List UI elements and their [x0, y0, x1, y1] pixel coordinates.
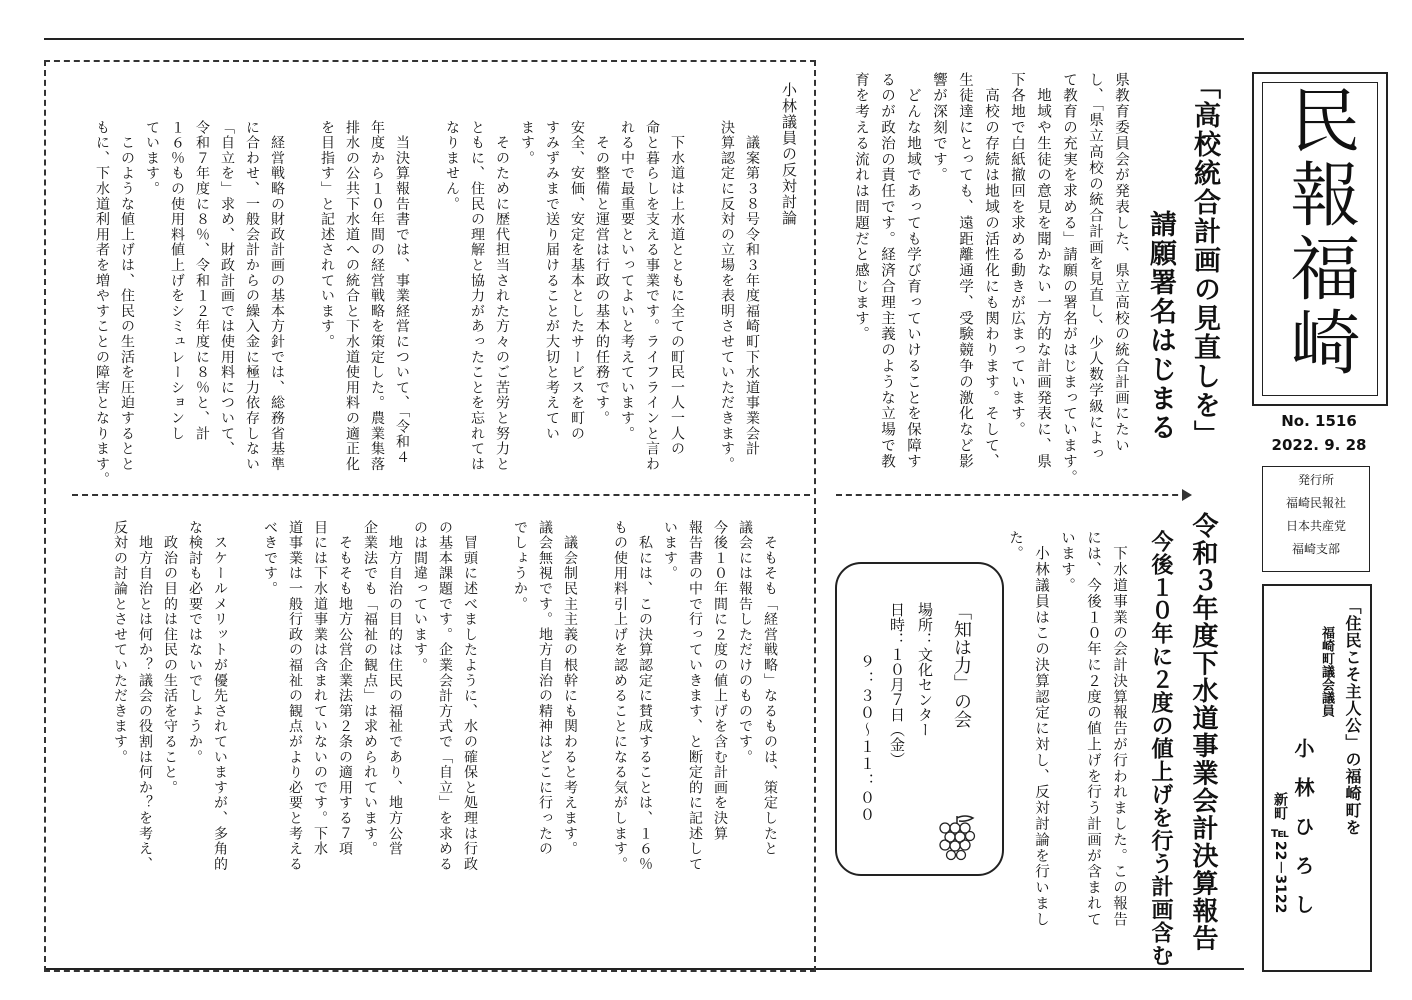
sewer-body: 下水道事業の会計決算報告が行われました。この報告 には、今後１０年に２度の値上げを行う計画が含まれて います。 小林議員はこの決算認定に対し、反対討論を行いまし た。: [1007, 530, 1127, 928]
opposition-upper-body: 議案第３８号令和３年度福崎町下水道事業会計 決算認定に反対の立場を表明させていただきます。 下水道は上水道とともに全ての町民一人一人の 命と暮らしを支える事業です。ライフラインと言わ れる中で最重要といってよいと考えています。 その整備と運営は行政の基本的任務です。 安全、安価、安定を基本としたサービスを町の すみずみまで送り届けることが大切と考えてい ます。 そのために歴代担当された方々のご苦労と努力と ともに、住民の理解と協力があったことを忘れては なりません。 当決算報告書では、事業経営について、「令和４ 年度から１０年間の経営戦略を策定した。農業集落 排水の公共下水道への統合と下水道使用料の適正化 を目指す」と記述されています。 経営戦略の財政計画の基本方針では、総務省基準 に合わせ、一般会計からの繰入金に極力依存しない 「自立を」求め、財政計画では使用料について、 令和７年度に８％、令和１２年度に８％と、計 １６％もの使用料値上げをシミュレーションし ています。 このような値上げは、住民の生活を圧迫するとと もに、下水道利用者を増やすことの障害となります。: [94, 120, 760, 488]
publisher-label: 発行所: [1297, 473, 1334, 487]
author-role: 福崎町議会議員: [1319, 626, 1334, 717]
opposition-lower-body: そもそも「経営戦略」なるものは、策定したと 議会には報告しただけのものです。 今後１０年間に２度の値上げを含む計画を決算 報告書の中で行っていきます、と断定的に記述して います。 私には、この決算認定に賛成することは、１６％ もの使用料引上げを認めることになる気がします。 議会制民主主義の根幹にも関わると考えます。 議会無視です。地方自治の精神はどこに行ったの でしょうか。 冒頭に述べましたように、水の確保と処理は行政 の基本課題です。企業会計方式で「自立」を求める のは間違っています。 地方自治の目的は住民の福祉であり、地方公営 企業法でも「福祉の観点」は求められています。 そもそも地方公営企業法第２条の適用する７項 目には下水道事業は含まれていないのです。下水 道事業は一般行政の福祉の観点がより必要と考える べきです。 スケールメリットが優先されていますが、多角的 な検討も必要ではないでしょうか。 政治の目的は住民の生活を守ること。 地方自治とは何か？議会の役割は何か？を考え、 反対の討論とさせていただきます。: [112, 520, 778, 872]
sewer-headline: 令和３年度下水道事業会計決算報告: [1188, 512, 1218, 952]
opposition-heading: 小林議員の反対討論: [780, 82, 798, 226]
party-name: 日本共産党: [1285, 519, 1346, 533]
sewer-subhead: 今後１０年に２度の値上げを行う計画含む: [1148, 530, 1173, 967]
event-name: 「知は力」の会: [951, 602, 972, 728]
event-datetime: 日時：１０月７日（金）: [888, 602, 906, 767]
petition-subhead: 請願署名はじまる: [1145, 210, 1176, 442]
event-time: ９：３０〜１１：００: [858, 654, 876, 824]
issue-number: No. 1516: [1281, 412, 1357, 430]
author-box: [1262, 584, 1372, 972]
opposition-box-divider: [72, 494, 810, 496]
author-name: 小 林 ひ ろ し: [1291, 738, 1315, 920]
publisher-name: 福崎民報社: [1285, 496, 1346, 510]
top-rule: [44, 38, 1244, 40]
event-box: [835, 562, 1004, 876]
author-slogan: 「住民こそ主人公」の福崎町を: [1343, 598, 1362, 836]
branch-name: 福崎支部: [1291, 542, 1340, 556]
issue-date: 2022. 9. 28: [1271, 436, 1367, 454]
author-contact: 新町 ℡22－3122: [1272, 792, 1288, 914]
petition-body: 県教育委員会が発表した、県立高校の統合計画にたい し、「県立高校の統合計画を見直し、少人数学級によっ て教育の充実を求める」請願の署名がはじまっています。 地域や生徒の意見を聞かない一方的な計画発表に、県 下各地で白紙撤回を求める動きが広まっています。 高校の存続は地域の活性化にも関わります。そして、 生徒達にとっても、遠距離通学、受験競争の激化など影 響が深刻です。 どんな地域であっても学び育っていけることを保障す るのが政治の責任です。経済合理主義のような立場で教 育を考える流れは問題だと感じます。: [853, 72, 1129, 486]
section-divider-arrow: [836, 494, 1188, 496]
newspaper-title: 民報福崎: [1279, 84, 1361, 380]
publisher-box: [1262, 466, 1370, 572]
masthead: [1252, 72, 1388, 406]
event-place: 場所：文化センター: [916, 602, 934, 737]
grapes-icon: [935, 812, 979, 864]
petition-headline: 「高校統合計画の見直しを」: [1189, 72, 1220, 449]
